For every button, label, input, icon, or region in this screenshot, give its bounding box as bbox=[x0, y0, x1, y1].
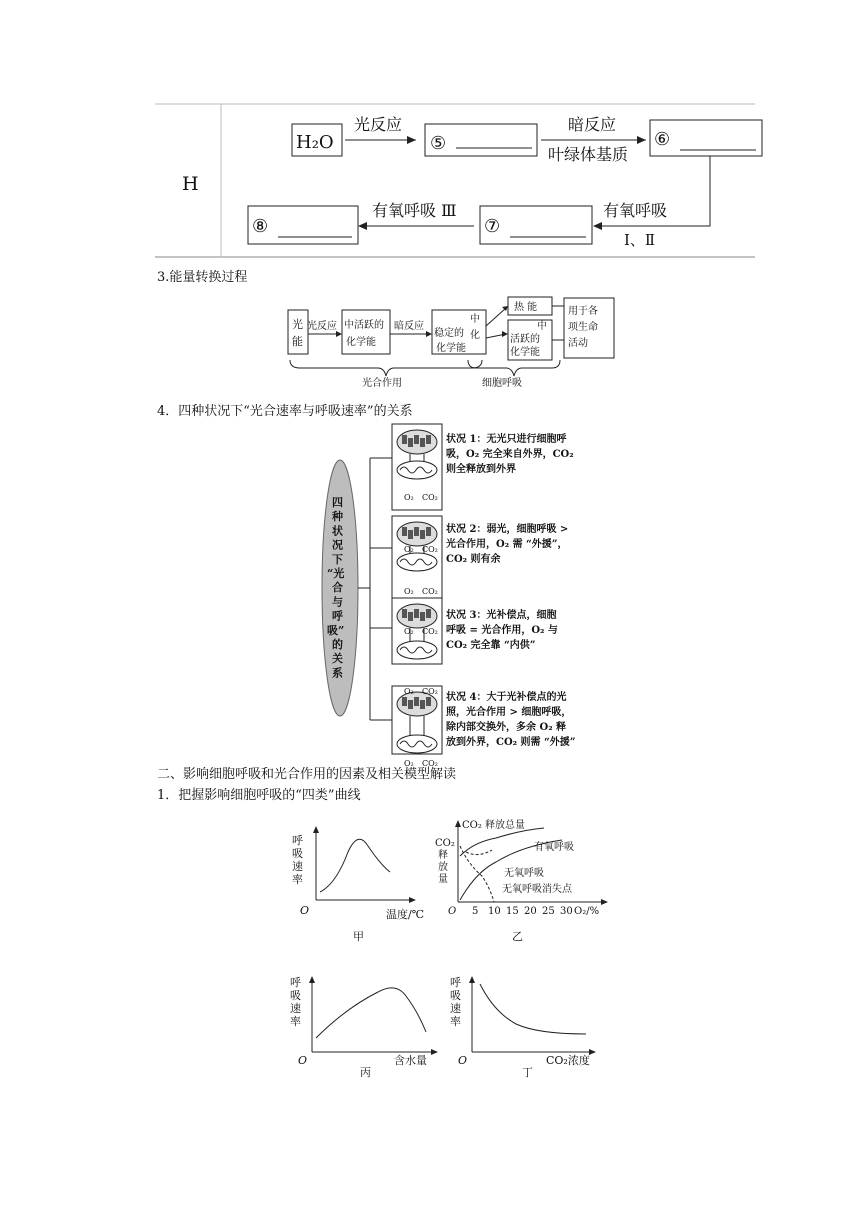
mitochondrion bbox=[397, 641, 437, 659]
jia-ylabel-4: 率 bbox=[292, 873, 303, 886]
yi-ylabel-1: CO₂ bbox=[435, 838, 455, 849]
state-text: 状况 4：大于光补偿点的光 bbox=[446, 692, 567, 703]
section4-heading: 4．四种状况下“光合速率与呼吸速率”的关系 bbox=[157, 404, 413, 419]
granum bbox=[420, 438, 425, 447]
gas-label: O₂ bbox=[404, 687, 414, 696]
yi-origin: O bbox=[448, 906, 457, 917]
granum bbox=[426, 609, 431, 618]
jia-ylabel-3: 速 bbox=[292, 860, 303, 873]
yi-ylabel-4: 量 bbox=[438, 874, 448, 885]
granum bbox=[426, 527, 431, 536]
state-text: 则全释放到外界 bbox=[446, 464, 516, 475]
gas-label: CO₂ bbox=[422, 627, 438, 636]
blank5-label: ⑤ bbox=[430, 133, 447, 154]
ding-ylabel-1: 呼 bbox=[450, 976, 461, 989]
state-text: 呼吸 = 光合作用，O₂ 与 bbox=[446, 625, 558, 636]
oval-char: 系 bbox=[332, 666, 343, 680]
heat-energy: 热 能 bbox=[514, 302, 538, 313]
arrow-dark-label: 暗反应 bbox=[568, 115, 617, 134]
granum bbox=[414, 435, 419, 444]
yi-xtick-20: 20 bbox=[524, 906, 537, 917]
stable-mid-1: 中 bbox=[470, 314, 480, 325]
state-text: 光合作用，O₂ 需 “外援”， bbox=[446, 539, 568, 550]
oval-char: 与 bbox=[332, 595, 343, 609]
graph-jia bbox=[286, 824, 426, 948]
yi-xtick-30: 30 bbox=[560, 906, 573, 917]
oval-char: 的 bbox=[332, 638, 343, 651]
yi-aerobic: 有氧呼吸 bbox=[534, 842, 574, 853]
yi-xtick-5: 5 bbox=[472, 906, 479, 917]
granum bbox=[408, 530, 413, 539]
active-chem-2: 化学能 bbox=[346, 337, 376, 348]
energy-arrow1: 光反应 bbox=[307, 321, 337, 332]
light-energy-1: 光 bbox=[292, 318, 303, 331]
granum bbox=[402, 435, 407, 444]
oval-char: 状 bbox=[332, 524, 343, 538]
granum bbox=[408, 438, 413, 447]
gas-label: O₂ bbox=[404, 627, 414, 636]
bing-ylabel-4: 率 bbox=[290, 1015, 301, 1028]
granum bbox=[420, 700, 425, 709]
use-3: 活动 bbox=[568, 338, 588, 349]
yi-vanish: 无氧呼吸消失点 bbox=[502, 884, 572, 895]
granum bbox=[420, 530, 425, 539]
ding-ylabel-3: 速 bbox=[450, 1002, 461, 1015]
aerobic12-stage: Ⅰ、Ⅱ bbox=[624, 231, 656, 249]
oval-char: 四 bbox=[332, 496, 343, 509]
granum bbox=[402, 609, 407, 618]
yi-xtick-15: 15 bbox=[506, 906, 519, 917]
gas-label: O₂ bbox=[404, 759, 414, 768]
dark-location: 叶绿体基质 bbox=[548, 145, 629, 164]
active-chem2-3: 化学能 bbox=[510, 347, 540, 358]
stable-chem-1: 稳定的 bbox=[434, 328, 464, 339]
state-text: 除内部交换外，多余 O₂ 释 bbox=[446, 722, 567, 733]
yi-xtick-10: 10 bbox=[488, 906, 501, 917]
gas-label: O₂ bbox=[404, 493, 414, 502]
gas-label: CO₂ bbox=[422, 759, 438, 768]
granum bbox=[420, 612, 425, 621]
bing-xlabel: 含水量 bbox=[394, 1054, 427, 1067]
ding-ylabel-2: 吸 bbox=[450, 989, 461, 1002]
section-two-sub1: 1．把握影响细胞呼吸的“四类”曲线 bbox=[157, 788, 361, 803]
granum bbox=[414, 527, 419, 536]
light-energy-2: 能 bbox=[292, 335, 303, 348]
row-label: H bbox=[182, 173, 199, 195]
granum bbox=[408, 612, 413, 621]
bing-ylabel-3: 速 bbox=[290, 1002, 301, 1015]
energy-arrow2: 暗反应 bbox=[394, 321, 424, 332]
state-text: 吸，O₂ 完全来自外界，CO₂ bbox=[446, 449, 574, 460]
water-label: H₂O bbox=[296, 132, 334, 153]
ding-origin: O bbox=[458, 1054, 468, 1067]
use-1: 用于各 bbox=[568, 306, 598, 317]
active-chem2-1: 中 bbox=[537, 321, 547, 332]
oval-char: 吸” bbox=[327, 623, 345, 637]
graph-yi bbox=[432, 816, 618, 948]
table-h-diagram bbox=[0, 0, 860, 262]
bing-ylabel-1: 呼 bbox=[290, 976, 301, 989]
four-states-diagram bbox=[318, 420, 598, 768]
jia-ylabel-1: 呼 bbox=[292, 834, 303, 847]
section-two-heading: 二、影响细胞呼吸和光合作用的因素及相关模型解读 bbox=[157, 767, 457, 782]
bing-ylabel-2: 吸 bbox=[290, 989, 301, 1002]
oval-char: “光 bbox=[327, 567, 345, 580]
bing-caption: 丙 bbox=[360, 1066, 371, 1079]
graph-ding bbox=[446, 972, 602, 1084]
blank7-label: ⑦ bbox=[484, 216, 501, 237]
brace-photosynthesis: 光合作用 bbox=[362, 378, 402, 389]
oval-char: 况 bbox=[332, 538, 343, 552]
jia-caption: 甲 bbox=[353, 930, 364, 943]
state-text: 状况 1：无光只进行细胞呼 bbox=[446, 434, 567, 445]
bing-origin: O bbox=[298, 1054, 308, 1067]
state-text: 放到外界，CO₂ 则需 “外援” bbox=[446, 737, 576, 748]
state-text: CO₂ 完全靠 “内供” bbox=[446, 640, 536, 651]
granum bbox=[414, 609, 419, 618]
state-text: 照，光合作用 > 细胞呼吸， bbox=[446, 707, 572, 718]
section3-heading: 3.能量转换过程 bbox=[157, 270, 248, 285]
blank8-label: ⑧ bbox=[252, 216, 269, 237]
stable-mid-2: 化 bbox=[470, 330, 480, 341]
state-text: 状况 3：光补偿点，细胞 bbox=[446, 610, 557, 621]
granum bbox=[426, 435, 431, 444]
yi-anaerobic: 无氧呼吸 bbox=[504, 868, 544, 879]
yi-total: CO₂ 释放总量 bbox=[462, 820, 526, 831]
mitochondrion bbox=[397, 553, 437, 571]
granum bbox=[402, 697, 407, 706]
ding-caption: 丁 bbox=[522, 1066, 533, 1079]
brace-respiration: 细胞呼吸 bbox=[482, 378, 522, 389]
oval-char: 呼 bbox=[332, 609, 343, 623]
oval-char: 关 bbox=[332, 652, 343, 666]
yi-xtick-25: 25 bbox=[542, 906, 555, 917]
gas-label: CO₂ bbox=[422, 545, 438, 554]
gas-label: O₂ bbox=[404, 545, 414, 554]
ding-xlabel: CO₂浓度 bbox=[546, 1054, 590, 1067]
energy-diagram bbox=[280, 294, 620, 390]
yi-xunit: O₂/% bbox=[574, 906, 600, 917]
yi-ylabel-3: 放 bbox=[438, 862, 448, 873]
mitochondrion bbox=[397, 735, 437, 753]
granum bbox=[402, 527, 407, 536]
jia-xlabel: 温度/℃ bbox=[386, 908, 425, 921]
oval-char: 种 bbox=[332, 510, 343, 524]
granum bbox=[414, 697, 419, 706]
state-text: CO₂ 则有余 bbox=[446, 554, 501, 565]
granum bbox=[426, 697, 431, 706]
yi-ylabel-2: 释 bbox=[438, 850, 448, 861]
jia-ylabel-2: 吸 bbox=[292, 847, 303, 860]
gas-label: CO₂ bbox=[422, 687, 438, 696]
arrow-aerobic12-label: 有氧呼吸 bbox=[603, 201, 668, 220]
jia-origin: O bbox=[300, 904, 310, 917]
arrow-aerobic3-label: 有氧呼吸 Ⅲ bbox=[372, 201, 457, 220]
ding-ylabel-4: 率 bbox=[450, 1015, 461, 1028]
state-text: 状况 2：弱光，细胞呼吸 > bbox=[446, 524, 569, 535]
gas-label: O₂ bbox=[404, 587, 414, 596]
oval-char: 合 bbox=[332, 581, 343, 595]
blank6-label: ⑥ bbox=[654, 129, 671, 150]
arrow-light-label: 光反应 bbox=[354, 115, 403, 134]
oval-char: 下 bbox=[332, 552, 343, 566]
mitochondrion bbox=[397, 461, 437, 479]
active-chem2-2: 活跃的 bbox=[510, 334, 540, 345]
active-chem-1: 中活跃的 bbox=[344, 320, 384, 331]
gas-label: CO₂ bbox=[422, 493, 438, 502]
stable-chem-2: 化学能 bbox=[436, 343, 466, 354]
yi-caption: 乙 bbox=[512, 930, 523, 943]
graph-bing bbox=[286, 972, 442, 1084]
granum bbox=[408, 700, 413, 709]
use-2: 项生命 bbox=[568, 322, 598, 333]
gas-label: CO₂ bbox=[422, 587, 438, 596]
